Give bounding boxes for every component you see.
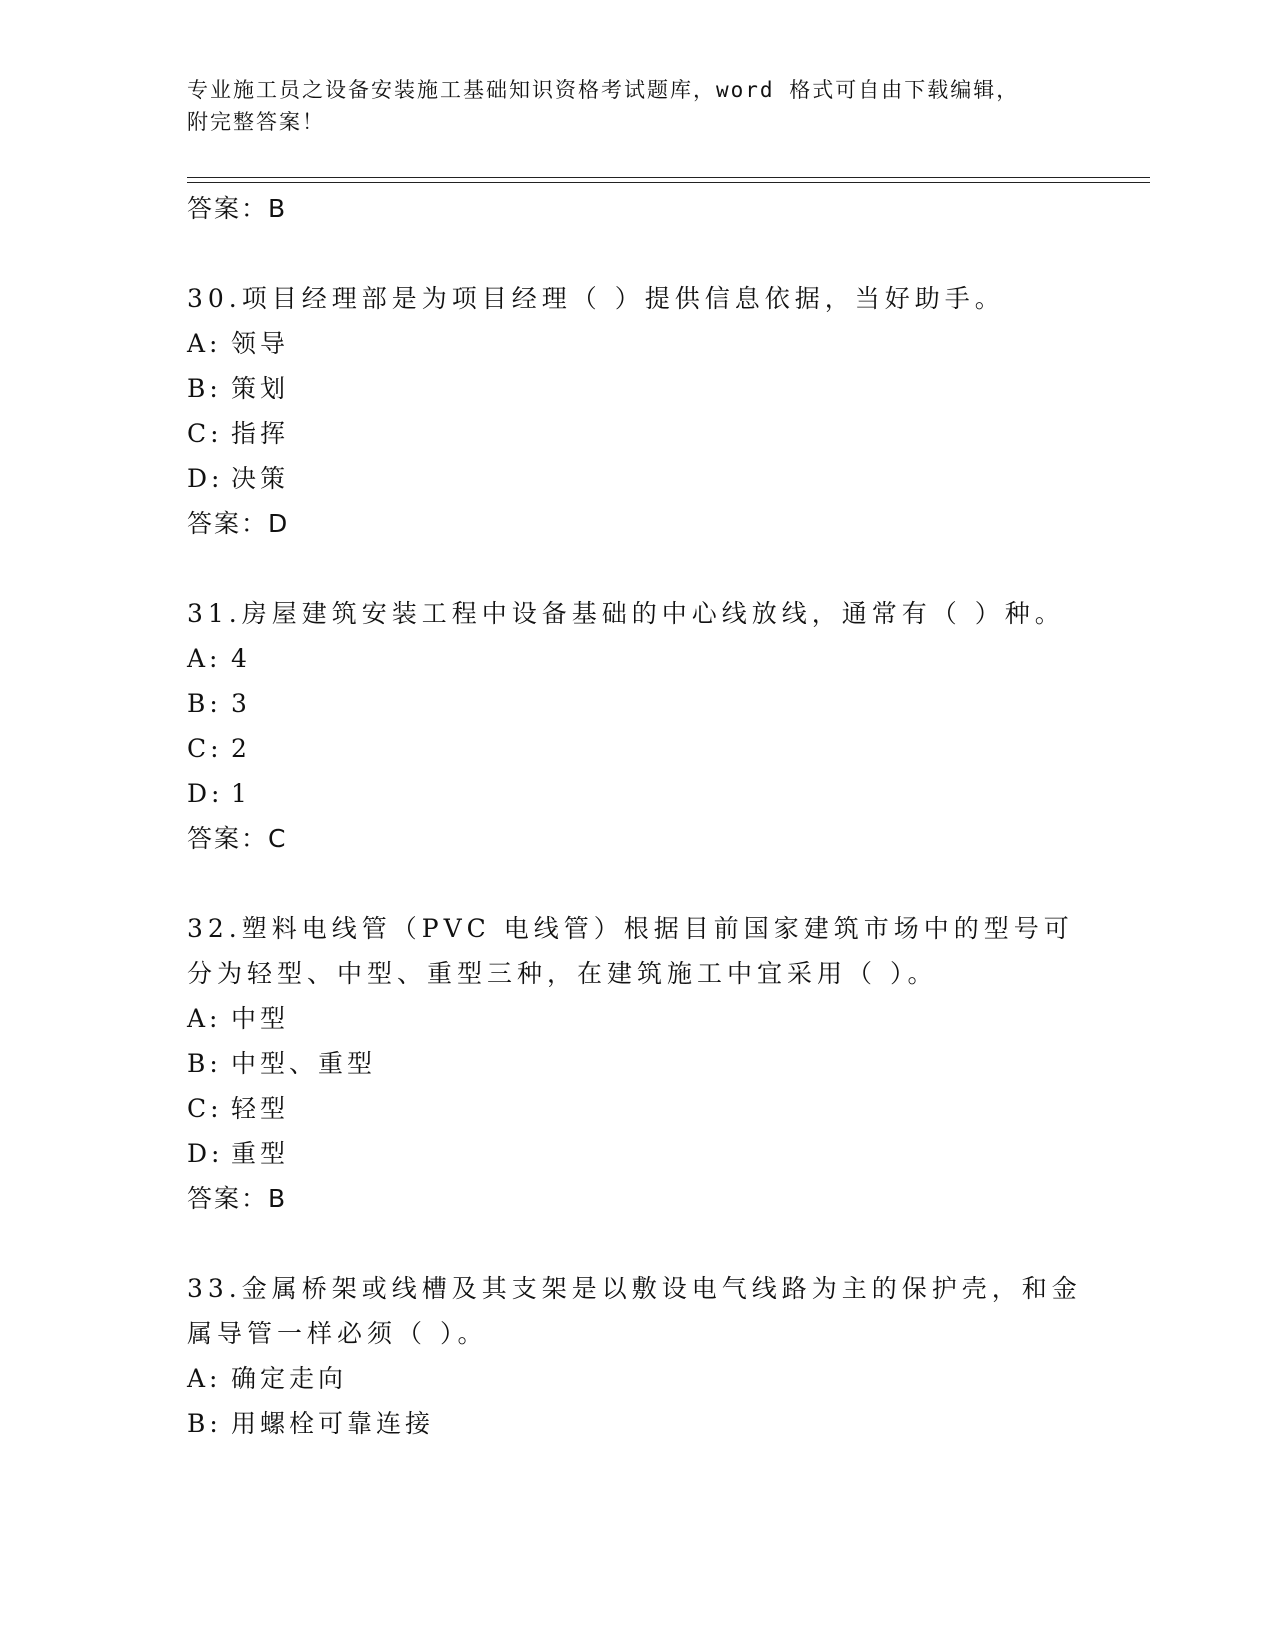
answer: 答案：B bbox=[187, 1184, 288, 1213]
option-text: 领导 bbox=[231, 329, 290, 358]
option-text: 2 bbox=[231, 734, 251, 763]
header-line-1: 专业施工员之设备安装施工基础知识资格考试题库，word 格式可自由下载编辑， bbox=[187, 78, 1020, 102]
spacer bbox=[187, 862, 1087, 906]
option-letter: C: bbox=[187, 734, 223, 763]
option-letter: B: bbox=[187, 689, 222, 718]
option-a bbox=[187, 321, 1087, 366]
option-text: 重型 bbox=[231, 1139, 290, 1168]
option-letter: D: bbox=[187, 1139, 224, 1168]
option-letter: A: bbox=[187, 1004, 222, 1033]
option-letter: B: bbox=[187, 1049, 222, 1078]
option-text: 中型 bbox=[231, 1004, 290, 1033]
option-b bbox=[187, 366, 1087, 411]
option-d bbox=[187, 771, 1087, 816]
answer: 答案：D bbox=[187, 509, 290, 538]
document-header bbox=[187, 74, 1087, 138]
option-letter: D: bbox=[187, 464, 224, 493]
option-c bbox=[187, 411, 1087, 456]
spacer bbox=[187, 1222, 1087, 1266]
option-letter: C: bbox=[187, 1094, 223, 1123]
question-stem: 30.项目经理部是为项目经理（ ）提供信息依据，当好助手。 bbox=[187, 284, 1005, 313]
option-letter: D: bbox=[187, 779, 224, 808]
option-letter: C: bbox=[187, 419, 223, 448]
option-text: 4 bbox=[231, 644, 251, 673]
option-a bbox=[187, 1356, 1087, 1401]
option-text: 3 bbox=[231, 689, 251, 718]
previous-answer: 答案：B bbox=[187, 194, 288, 223]
option-text: 1 bbox=[231, 779, 251, 808]
option-text: 决策 bbox=[231, 464, 290, 493]
header-rule-top bbox=[187, 177, 1150, 178]
question-stem: 32.塑料电线管（PVC 电线管）根据目前国家建筑市场中的型号可分为轻型、中型、重型三种，在建筑施工中宜采用（ ）。 bbox=[187, 914, 1074, 988]
spacer bbox=[187, 232, 1087, 276]
option-text: 中型、重型 bbox=[231, 1049, 377, 1078]
question-31 bbox=[187, 591, 1087, 862]
option-letter: A: bbox=[187, 329, 222, 358]
option-b bbox=[187, 1041, 1087, 1086]
option-a bbox=[187, 996, 1087, 1041]
option-text: 用螺栓可靠连接 bbox=[231, 1409, 435, 1438]
question-32 bbox=[187, 906, 1087, 1222]
question-list bbox=[187, 186, 1087, 1446]
option-text: 确定走向 bbox=[231, 1364, 348, 1393]
option-letter: A: bbox=[187, 1364, 222, 1393]
option-letter: A: bbox=[187, 644, 222, 673]
option-text: 策划 bbox=[231, 374, 290, 403]
question-stem: 31.房屋建筑安装工程中设备基础的中心线放线，通常有（ ）种。 bbox=[187, 599, 1065, 628]
question-stem: 33.金属桥架或线槽及其支架是以敷设电气线路为主的保护壳，和金属导管一样必须（ ）。 bbox=[187, 1274, 1082, 1348]
option-letter: B: bbox=[187, 1409, 222, 1438]
option-text: 轻型 bbox=[231, 1094, 290, 1123]
option-c bbox=[187, 1086, 1087, 1131]
option-b bbox=[187, 681, 1087, 726]
header-line-2: 附完整答案！ bbox=[187, 110, 325, 134]
spacer bbox=[187, 547, 1087, 591]
option-letter: B: bbox=[187, 374, 222, 403]
option-d bbox=[187, 1131, 1087, 1176]
option-c bbox=[187, 726, 1087, 771]
answer: 答案：C bbox=[187, 824, 288, 853]
question-30 bbox=[187, 276, 1087, 547]
header-rule-bottom bbox=[187, 182, 1150, 183]
option-d bbox=[187, 456, 1087, 501]
question-33 bbox=[187, 1266, 1087, 1446]
option-text: 指挥 bbox=[231, 419, 290, 448]
option-b bbox=[187, 1401, 1087, 1446]
option-a bbox=[187, 636, 1087, 681]
